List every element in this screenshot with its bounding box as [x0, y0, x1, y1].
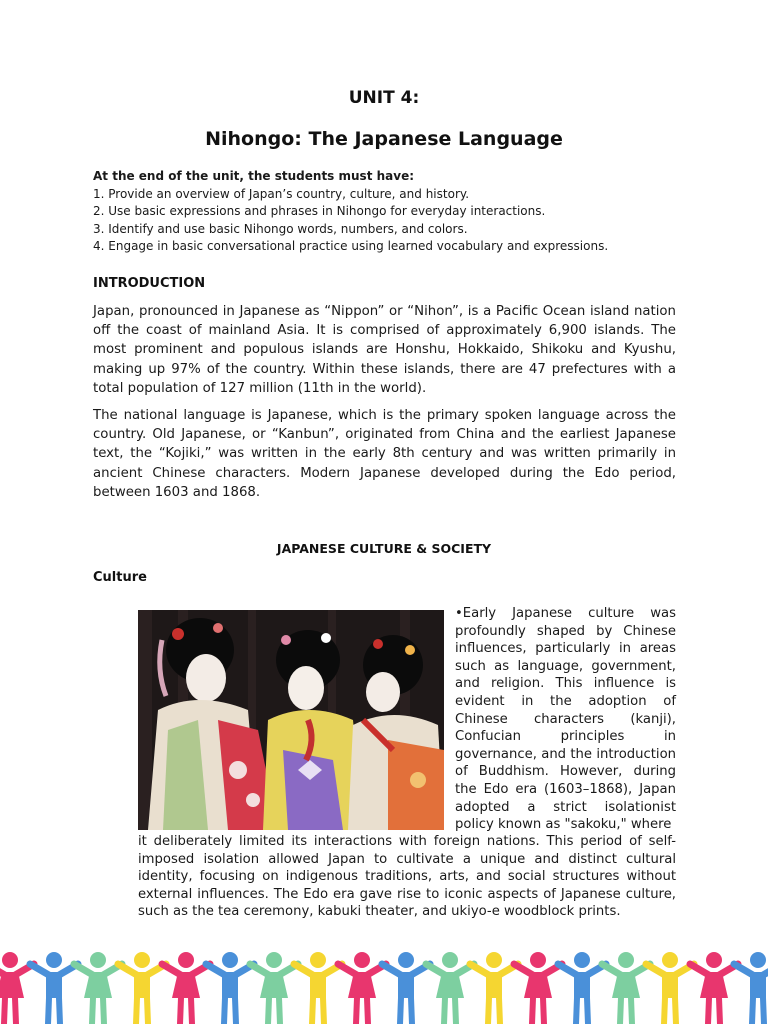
introduction-heading: INTRODUCTION [93, 276, 206, 291]
culture-side-text: •Early Japanese culture was profoundly shaped by Chinese influences, particularly in areas such as language, government, and religion. This influence is evident in the adoption of Chinese characters (kanji), Confucian principles in governance, and the introduction of Buddhism. However, during the Edo era (1603–1868), Japan adopted a strict isolationist policy known as "sakoku," where [455, 606, 676, 833]
footer-people-border [0, 948, 768, 1024]
learning-objectives [93, 168, 693, 256]
culture-wrap-text: it deliberately limited its interactions with foreign nations. This period of self-imposed isolation allowed Japan to cultivate a unique and distinct cultural identity, focusing on indigenous traditions, arts, and social structures without external influences. The Edo era gave rise to iconic aspects of Japanese culture, such as the tea ceremony, kabuki theater, and ukiyo-e woodblock prints. [138, 834, 676, 920]
culture-subheading: Culture [93, 570, 147, 585]
geisha-photo [138, 610, 444, 830]
unit-title: UNIT 4: [348, 88, 420, 108]
objective-item: 1. Provide an overview of Japan’s country, culture, and history. [93, 186, 470, 201]
objective-item: 2. Use basic expressions and phrases in Nihongo for everyday interactions. [93, 204, 546, 218]
intro-paragraph-2: The national language is Japanese, which is the primary spoken language across the country. Old Japanese, or “Kanbun”, originated from China and the earliest Japanese text, the “Kojiki,” was written in the early 8th century and was written primarily in ancient Chinese characters. Modern Japanese developed during the Edo period, between 1603 and 1868. [93, 408, 676, 500]
intro-paragraph-1: Japan, pronounced in Japanese as “Nippon” or “Nihon”, is a Pacific Ocean island nation off the coast of mainland Asia. It is comprised of approximately 6,900 islands. The most prominent and populous islands are Honshu, Hokkaido, Shikoku and Kyushu, making up 97% of the country. Within these islands, there are 47 prefectures with a total population of 127 million (11th in the world). [93, 304, 676, 396]
objective-item: 3. Identify and use basic Nihongo words, numbers, and colors. [93, 221, 468, 236]
objectives-lead: At the end of the unit, the students must have: [93, 169, 415, 183]
people-chain-illustration [0, 948, 768, 1024]
culture-society-heading: JAPANESE CULTURE & SOCIETY [276, 541, 492, 556]
page-title: Nihongo: The Japanese Language [205, 128, 563, 150]
objective-item: 4. Engage in basic conversational practice using learned vocabulary and expressions. [93, 239, 609, 253]
